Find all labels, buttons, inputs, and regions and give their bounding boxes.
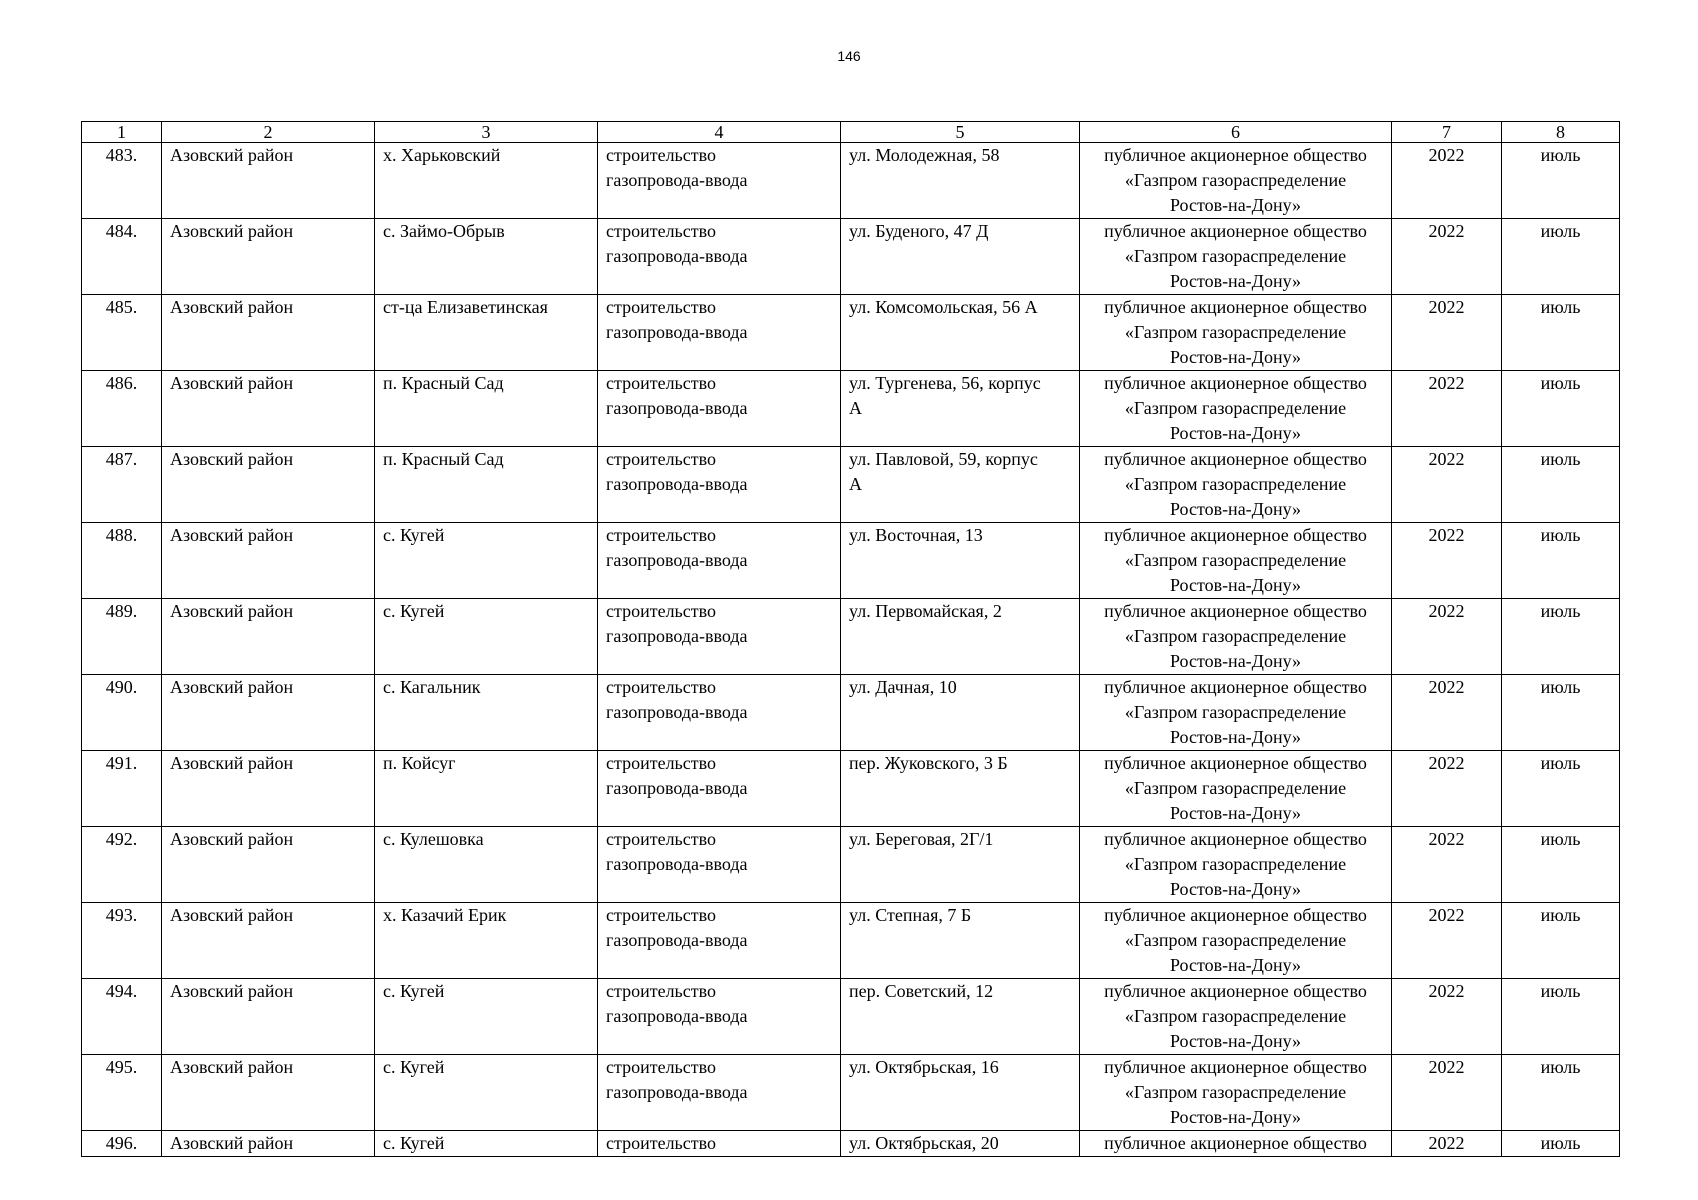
address-cell-line: ул. Молодежная, 58 [849,145,1000,165]
owner-cell-line: публичное акционерное общество [1104,601,1367,621]
owner-cell [1080,827,1392,903]
owner-cell-line: Ростов-на-Дону» [1169,195,1302,215]
work-type-cell-line: газопровода-ввода [606,1006,748,1026]
owner-cell-line: Ростов-на-Дону» [1169,803,1302,823]
address-cell [841,827,1080,903]
table-row [82,1055,1620,1131]
work-type-cell-line: строительство [606,753,716,773]
year-cell: 2022 [1392,903,1502,979]
owner-cell [1080,1055,1392,1131]
work-type-cell [598,219,841,295]
column-header-7: 7 [1392,122,1502,143]
table-row [82,143,1620,219]
settlement-cell: х. Казачий Ерик [375,903,598,979]
year-cell: 2022 [1392,599,1502,675]
work-type-cell-line: строительство [606,905,716,925]
owner-cell-line: Ростов-на-Дону» [1169,879,1302,899]
row-number: 491. [82,751,162,827]
settlement-cell: п. Красный Сад [375,371,598,447]
work-type-cell-line: строительство [606,1057,716,1077]
work-type-cell-line: газопровода-ввода [606,550,748,570]
gasification-table [81,121,1620,1157]
district-cell: Азовский район [162,827,375,903]
address-cell [841,979,1080,1055]
year-cell: 2022 [1392,675,1502,751]
month-cell: июль [1502,1055,1620,1131]
owner-cell-line: «Газпром газораспределение [1124,550,1347,570]
address-cell-line: ул. Степная, 7 Б [849,905,972,925]
settlement-cell: с. Кугей [375,523,598,599]
address-cell-line: А [849,398,862,418]
work-type-cell-line: строительство [606,981,716,1001]
work-type-cell-line: газопровода-ввода [606,626,748,646]
settlement-cell: с. Кугей [375,599,598,675]
district-cell: Азовский район [162,675,375,751]
address-cell-line: ул. Комсомольская, 56 А [849,297,1038,317]
district-cell: Азовский район [162,143,375,219]
settlement-cell: с. Кугей [375,1055,598,1131]
table-row [82,219,1620,295]
address-cell-line: ул. Дачная, 10 [849,677,957,697]
year-cell: 2022 [1392,143,1502,219]
address-cell-line: ул. Буденого, 47 Д [849,221,989,241]
year-cell: 2022 [1392,295,1502,371]
owner-cell-line: «Газпром газораспределение [1124,246,1347,266]
column-header-8: 8 [1502,122,1620,143]
owner-cell-line: Ростов-на-Дону» [1169,499,1302,519]
row-number: 490. [82,675,162,751]
row-number: 484. [82,219,162,295]
owner-cell [1080,675,1392,751]
address-cell [841,143,1080,219]
work-type-cell-line: строительство [606,221,716,241]
table-row [82,295,1620,371]
owner-cell-line: публичное акционерное общество [1104,297,1367,317]
table-row [82,979,1620,1055]
work-type-cell [598,675,841,751]
owner-cell-line: «Газпром газораспределение [1124,702,1347,722]
work-type-cell-line: газопровода-ввода [606,474,748,494]
address-cell [841,675,1080,751]
work-type-cell-line: газопровода-ввода [606,170,748,190]
owner-cell-line: Ростов-на-Дону» [1169,271,1302,291]
month-cell: июль [1502,1131,1620,1157]
work-type-cell-line: газопровода-ввода [606,246,748,266]
owner-cell [1080,447,1392,523]
owner-cell-line: публичное акционерное общество [1104,525,1367,545]
address-cell-line: А [849,474,862,494]
row-number: 495. [82,1055,162,1131]
district-cell: Азовский район [162,295,375,371]
owner-cell-line: «Газпром газораспределение [1124,1082,1347,1102]
row-number: 487. [82,447,162,523]
owner-cell-line: «Газпром газораспределение [1124,1006,1347,1026]
column-header-3: 3 [375,122,598,143]
work-type-cell-line: газопровода-ввода [606,854,748,874]
work-type-cell-line: газопровода-ввода [606,398,748,418]
work-type-cell-line: строительство [606,829,716,849]
address-cell-line: ул. Тургенева, 56, корпус [849,373,1041,393]
work-type-cell-line: строительство [606,373,716,393]
column-header-4: 4 [598,122,841,143]
address-cell [841,523,1080,599]
work-type-cell [598,751,841,827]
year-cell: 2022 [1392,447,1502,523]
address-cell [841,751,1080,827]
owner-cell [1080,219,1392,295]
owner-cell-line: публичное акционерное общество [1104,677,1367,697]
settlement-cell: с. Кагальник [375,675,598,751]
address-cell-line: ул. Первомайская, 2 [849,601,1002,621]
address-cell [841,371,1080,447]
table-row [82,751,1620,827]
year-cell: 2022 [1392,751,1502,827]
work-type-cell [598,979,841,1055]
owner-cell [1080,295,1392,371]
settlement-cell: п. Красный Сад [375,447,598,523]
owner-cell-line: «Газпром газораспределение [1124,474,1347,494]
address-cell-line: ул. Береговая, 2Г/1 [849,829,994,849]
owner-cell [1080,143,1392,219]
year-cell: 2022 [1392,1131,1502,1157]
owner-cell-line: Ростов-на-Дону» [1169,727,1302,747]
year-cell: 2022 [1392,827,1502,903]
owner-cell-line: Ростов-на-Дону» [1169,651,1302,671]
settlement-cell: ст-ца Елизаветинская [375,295,598,371]
table-row [82,1131,1620,1157]
work-type-cell [598,599,841,675]
owner-cell-line: «Газпром газораспределение [1124,930,1347,950]
district-cell: Азовский район [162,599,375,675]
work-type-cell-line: строительство [606,677,716,697]
address-cell [841,903,1080,979]
work-type-cell [598,447,841,523]
work-type-cell [598,1055,841,1131]
month-cell: июль [1502,219,1620,295]
owner-cell-line: публичное акционерное общество [1104,449,1367,469]
row-number: 493. [82,903,162,979]
work-type-cell-line: газопровода-ввода [606,322,748,342]
work-type-cell-line: строительство [606,525,716,545]
month-cell: июль [1502,751,1620,827]
owner-cell-line: публичное акционерное общество [1104,1133,1367,1153]
work-type-cell-line: строительство [606,1133,716,1153]
month-cell: июль [1502,523,1620,599]
owner-cell-line: Ростов-на-Дону» [1169,955,1302,975]
owner-cell [1080,371,1392,447]
column-header-5: 5 [841,122,1080,143]
work-type-cell [598,1131,841,1157]
month-cell: июль [1502,295,1620,371]
work-type-cell-line: газопровода-ввода [606,1082,748,1102]
address-cell [841,599,1080,675]
address-cell [841,1055,1080,1131]
owner-cell-line: публичное акционерное общество [1104,981,1367,1001]
table-row [82,371,1620,447]
row-number: 485. [82,295,162,371]
owner-cell [1080,903,1392,979]
header-row [82,122,1620,143]
owner-cell-line: «Газпром газораспределение [1124,854,1347,874]
owner-cell-line: публичное акционерное общество [1104,373,1367,393]
year-cell: 2022 [1392,219,1502,295]
table-body [82,143,1620,1157]
work-type-cell-line: строительство [606,145,716,165]
owner-cell-line: публичное акционерное общество [1104,1057,1367,1077]
district-cell: Азовский район [162,219,375,295]
owner-cell [1080,523,1392,599]
owner-cell-line: «Газпром газораспределение [1124,778,1347,798]
table-header [82,122,1620,143]
owner-cell-line: Ростов-на-Дону» [1169,347,1302,367]
owner-cell-line: Ростов-на-Дону» [1169,423,1302,443]
work-type-cell-line: строительство [606,449,716,469]
district-cell: Азовский район [162,1131,375,1157]
owner-cell-line: публичное акционерное общество [1104,753,1367,773]
owner-cell [1080,1131,1392,1157]
owner-cell-line: «Газпром газораспределение [1124,626,1347,646]
owner-cell-line: публичное акционерное общество [1104,145,1367,165]
address-cell [841,1131,1080,1157]
district-cell: Азовский район [162,523,375,599]
district-cell: Азовский район [162,1055,375,1131]
address-cell-line: ул. Октябрьская, 20 [849,1133,999,1153]
table-row [82,827,1620,903]
work-type-cell-line: газопровода-ввода [606,930,748,950]
month-cell: июль [1502,979,1620,1055]
owner-cell-line: публичное акционерное общество [1104,829,1367,849]
month-cell: июль [1502,371,1620,447]
year-cell: 2022 [1392,523,1502,599]
work-type-cell [598,143,841,219]
district-cell: Азовский район [162,903,375,979]
owner-cell [1080,751,1392,827]
work-type-cell-line: строительство [606,297,716,317]
month-cell: июль [1502,143,1620,219]
table-row [82,599,1620,675]
table-row [82,447,1620,523]
address-cell [841,219,1080,295]
month-cell: июль [1502,675,1620,751]
settlement-cell: х. Харьковский [375,143,598,219]
year-cell: 2022 [1392,979,1502,1055]
table-row [82,675,1620,751]
address-cell-line: ул. Восточная, 13 [849,525,983,545]
address-cell-line: пер. Жуковского, 3 Б [849,753,1008,773]
year-cell: 2022 [1392,1055,1502,1131]
owner-cell-line: Ростов-на-Дону» [1169,1107,1302,1127]
month-cell: июль [1502,599,1620,675]
owner-cell-line: «Газпром газораспределение [1124,398,1347,418]
work-type-cell [598,295,841,371]
row-number: 483. [82,143,162,219]
address-cell-line: пер. Советский, 12 [849,981,994,1001]
owner-cell-line: Ростов-на-Дону» [1169,1031,1302,1051]
column-header-6: 6 [1080,122,1392,143]
column-header-2: 2 [162,122,375,143]
work-type-cell-line: газопровода-ввода [606,702,748,722]
row-number: 496. [82,1131,162,1157]
settlement-cell: с. Кугей [375,1131,598,1157]
address-cell [841,447,1080,523]
district-cell: Азовский район [162,979,375,1055]
row-number: 494. [82,979,162,1055]
owner-cell-line: «Газпром газораспределение [1124,170,1347,190]
owner-cell [1080,599,1392,675]
settlement-cell: с. Займо-Обрыв [375,219,598,295]
settlement-cell: с. Кулешовка [375,827,598,903]
month-cell: июль [1502,447,1620,523]
address-cell [841,295,1080,371]
district-cell: Азовский район [162,371,375,447]
work-type-cell [598,827,841,903]
row-number: 489. [82,599,162,675]
address-cell-line: ул. Октябрьская, 16 [849,1057,999,1077]
district-cell: Азовский район [162,447,375,523]
month-cell: июль [1502,903,1620,979]
owner-cell-line: Ростов-на-Дону» [1169,575,1302,595]
settlement-cell: п. Койсуг [375,751,598,827]
row-number: 492. [82,827,162,903]
table-row [82,903,1620,979]
page-number: 146 [837,48,861,64]
owner-cell-line: «Газпром газораспределение [1124,322,1347,342]
work-type-cell [598,523,841,599]
owner-cell-line: публичное акционерное общество [1104,221,1367,241]
year-cell: 2022 [1392,371,1502,447]
owner-cell-line: публичное акционерное общество [1104,905,1367,925]
settlement-cell: с. Кугей [375,979,598,1055]
column-header-1: 1 [82,122,162,143]
work-type-cell-line: строительство [606,601,716,621]
month-cell: июль [1502,827,1620,903]
address-cell-line: ул. Павловой, 59, корпус [849,449,1038,469]
district-cell: Азовский район [162,751,375,827]
owner-cell [1080,979,1392,1055]
table-row [82,523,1620,599]
work-type-cell [598,371,841,447]
work-type-cell [598,903,841,979]
row-number: 486. [82,371,162,447]
work-type-cell-line: газопровода-ввода [606,778,748,798]
row-number: 488. [82,523,162,599]
